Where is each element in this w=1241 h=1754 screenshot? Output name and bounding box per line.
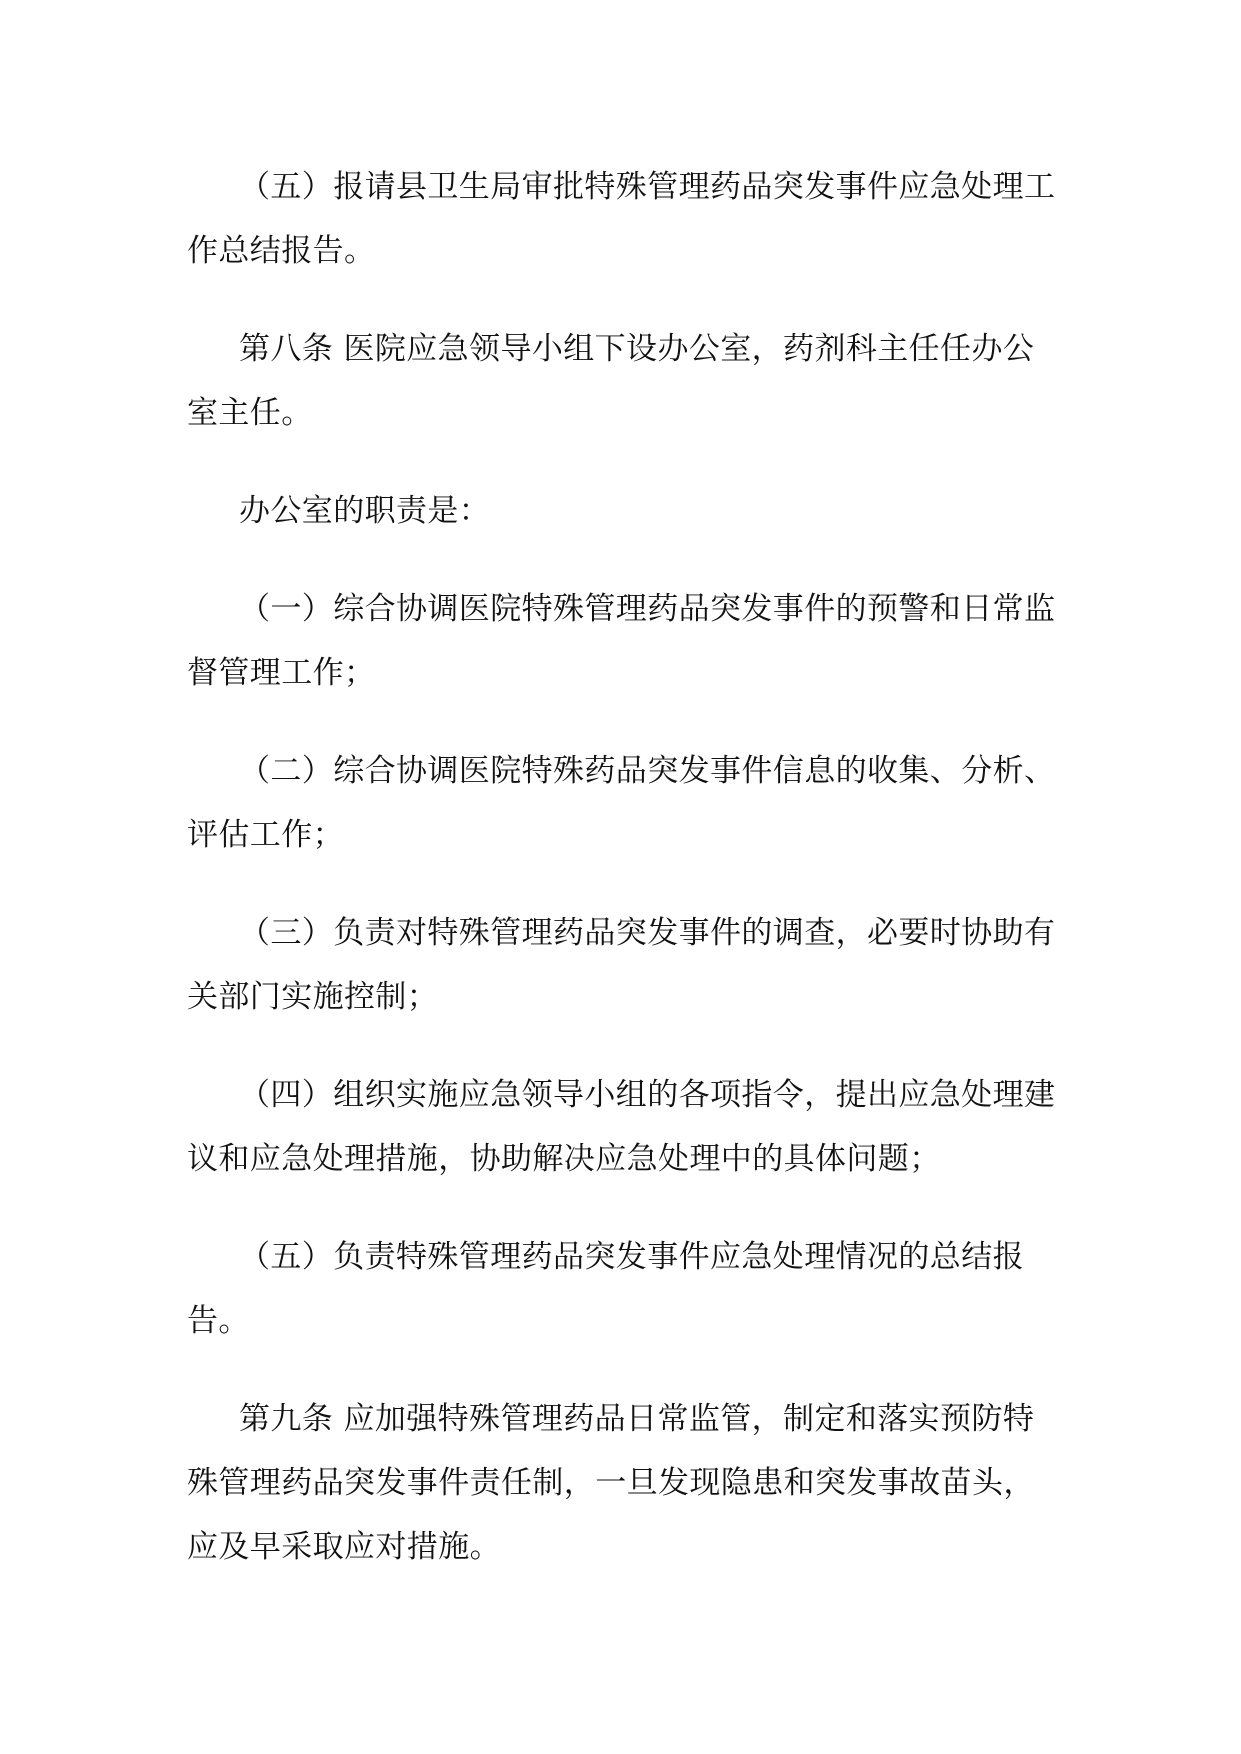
duty-item-5: （五）负责特殊管理药品突发事件应急处理情况的总结报告。 bbox=[187, 1239, 1024, 1339]
paragraph-item-5-report-approval: （五）报请县卫生局审批特殊管理药品突发事件应急处理工作总结报告。 bbox=[187, 169, 1056, 269]
document-body bbox=[187, 155, 1059, 1613]
duty-item-3: （三）负责对特殊管理药品突发事件的调查，必要时协助有关部门实施控制； bbox=[187, 915, 1056, 1015]
article-9-supervision: 第九条 应加强特殊管理药品日常监管，制定和落实预防特殊管理药品突发事件责任制，一旦发现隐患和突发事故苗头，应及早采取应对措施。 bbox=[187, 1401, 1035, 1565]
duty-item-1: （一）综合协调医院特殊管理药品突发事件的预警和日常监督管理工作； bbox=[187, 591, 1056, 691]
article-8-office: 第八条 医院应急领导小组下设办公室，药剂科主任任办公室主任。 bbox=[187, 331, 1035, 431]
duty-item-2: （二）综合协调医院特殊药品突发事件信息的收集、分析、评估工作； bbox=[187, 753, 1056, 853]
office-duties-heading: 办公室的职责是： bbox=[239, 493, 491, 529]
duty-item-4: （四）组织实施应急领导小组的各项指令，提出应急处理建议和应急处理措施，协助解决应急处理中的具体问题； bbox=[187, 1077, 1056, 1177]
